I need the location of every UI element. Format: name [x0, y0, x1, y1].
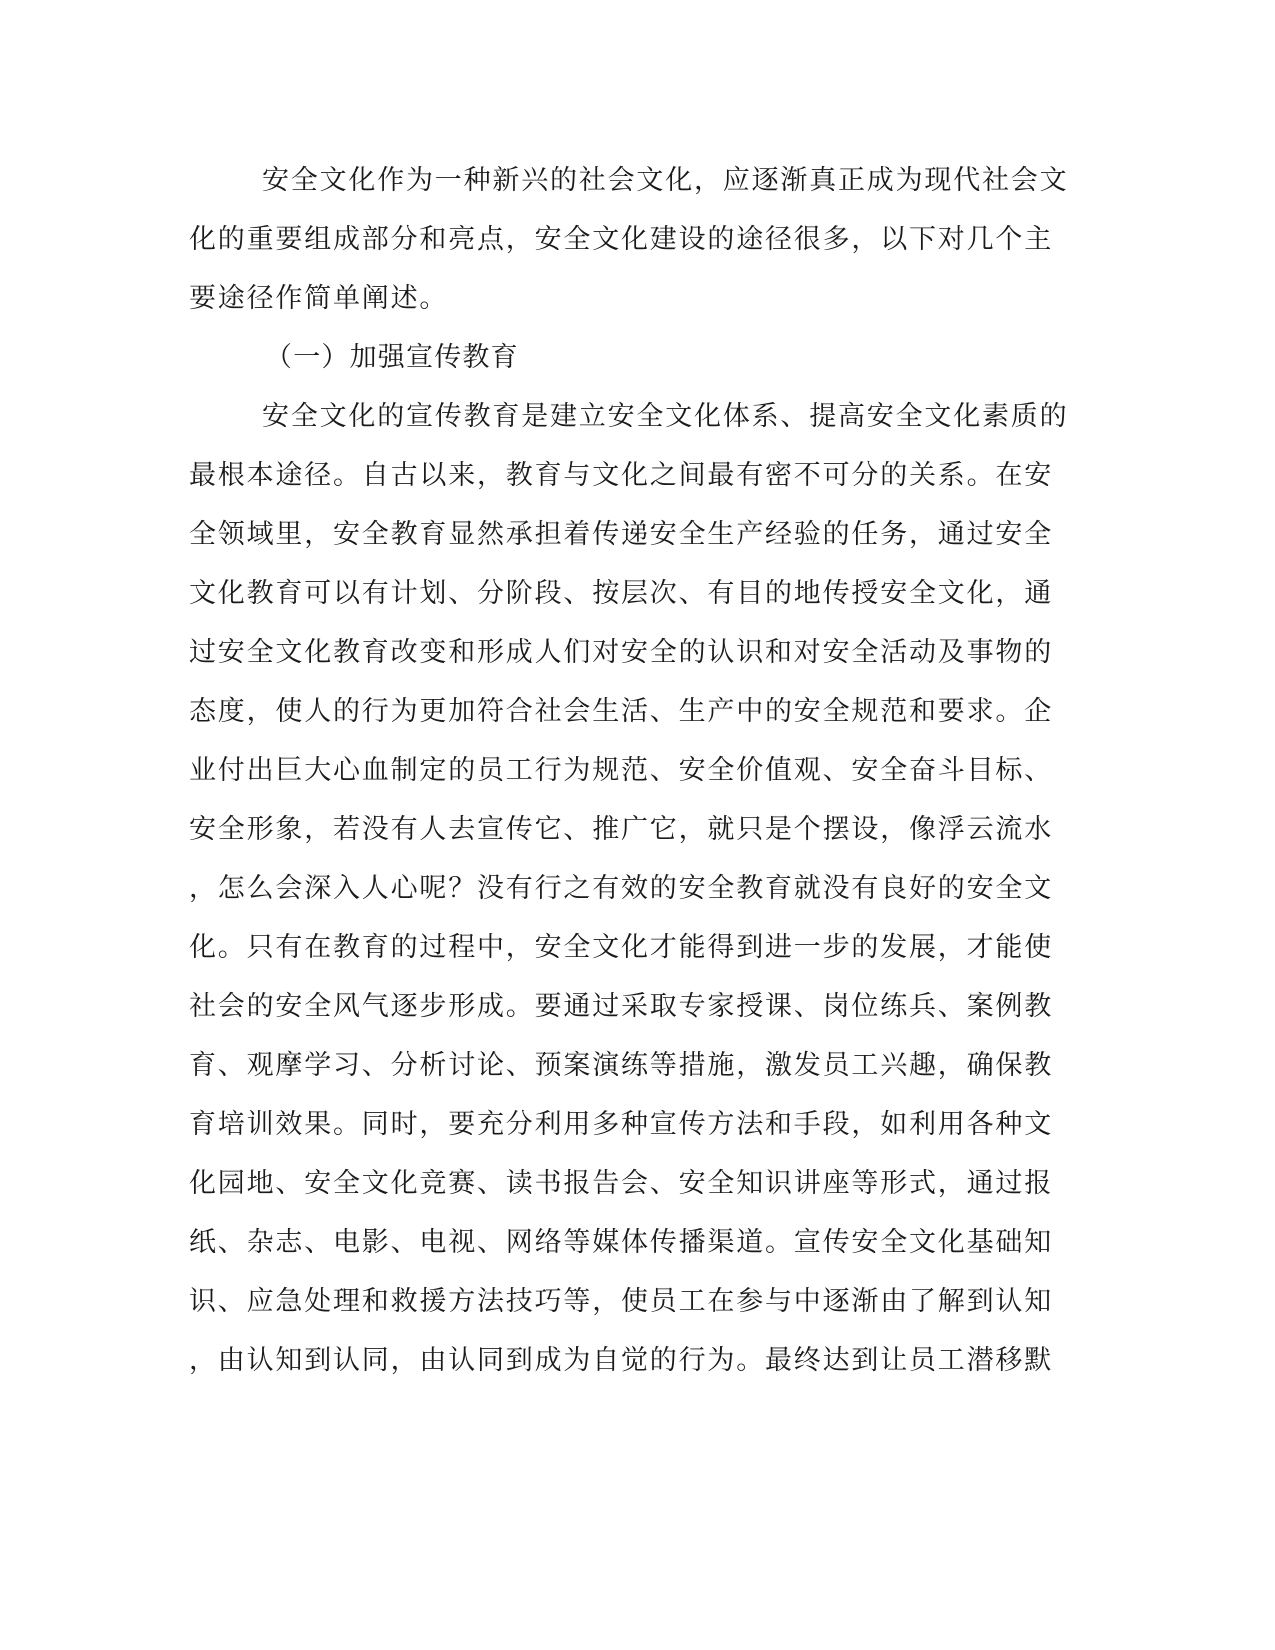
paragraph-2-line-14: 化园地、安全文化竞赛、读书报告会、安全知识讲座等形式，通过报	[189, 1168, 1053, 1199]
paragraph-2-line-1: 安全文化的宣传教育是建立安全文化体系、提高安全文化素质的	[262, 401, 1069, 432]
paragraph-2-line-11: 社会的安全风气逐步形成。要通过采取专家授课、岗位练兵、案例教	[189, 991, 1053, 1022]
paragraph-2-line-2: 最根本途径。自古以来，教育与文化之间最有密不可分的关系。在安	[189, 460, 1053, 491]
paragraph-2-line-5: 过安全文化教育改变和形成人们对安全的认识和对安全活动及事物的	[189, 637, 1053, 668]
paragraph-2-line-13: 育培训效果。同时，要充分利用多种宣传方法和手段，如利用各种文	[189, 1109, 1053, 1140]
paragraph-2-line-15: 纸、杂志、电影、电视、网络等媒体传播渠道。宣传安全文化基础知	[189, 1227, 1053, 1258]
paragraph-1-line-3: 要途径作简单阐述。	[189, 283, 449, 314]
paragraph-2-line-4: 文化教育可以有计划、分阶段、按层次、有目的地传授安全文化，通	[189, 578, 1053, 609]
paragraph-2-line-16: 识、应急处理和救援方法技巧等，使员工在参与中逐渐由了解到认知	[189, 1286, 1053, 1317]
paragraph-1-line-2: 化的重要组成部分和亮点，安全文化建设的途径很多，以下对几个主	[189, 224, 1053, 255]
paragraph-2-line-10: 化。只有在教育的过程中，安全文化才能得到进一步的发展，才能使	[189, 932, 1053, 963]
section-heading: （一）加强宣传教育	[265, 342, 519, 373]
paragraph-2-line-9: ，怎么会深入人心呢？没有行之有效的安全教育就没有良好的安全文	[189, 873, 1053, 904]
paragraph-2-line-17: ，由认知到认同，由认同到成为自觉的行为。最终达到让员工潜移默	[189, 1345, 1053, 1376]
paragraph-2-line-7: 业付出巨大心血制定的员工行为规范、安全价值观、安全奋斗目标、	[189, 755, 1053, 786]
paragraph-2-line-6: 态度，使人的行为更加符合社会生活、生产中的安全规范和要求。企	[189, 696, 1053, 727]
paragraph-2-line-3: 全领域里，安全教育显然承担着传递安全生产经验的任务，通过安全	[189, 519, 1053, 550]
paragraph-2-line-12: 育、观摩学习、分析讨论、预案演练等措施，激发员工兴趣，确保教	[189, 1050, 1053, 1081]
paragraph-2-line-8: 安全形象，若没有人去宣传它、推广它，就只是个摆设，像浮云流水	[189, 814, 1053, 845]
paragraph-1-line-1: 安全文化作为一种新兴的社会文化，应逐渐真正成为现代社会文	[262, 165, 1069, 196]
